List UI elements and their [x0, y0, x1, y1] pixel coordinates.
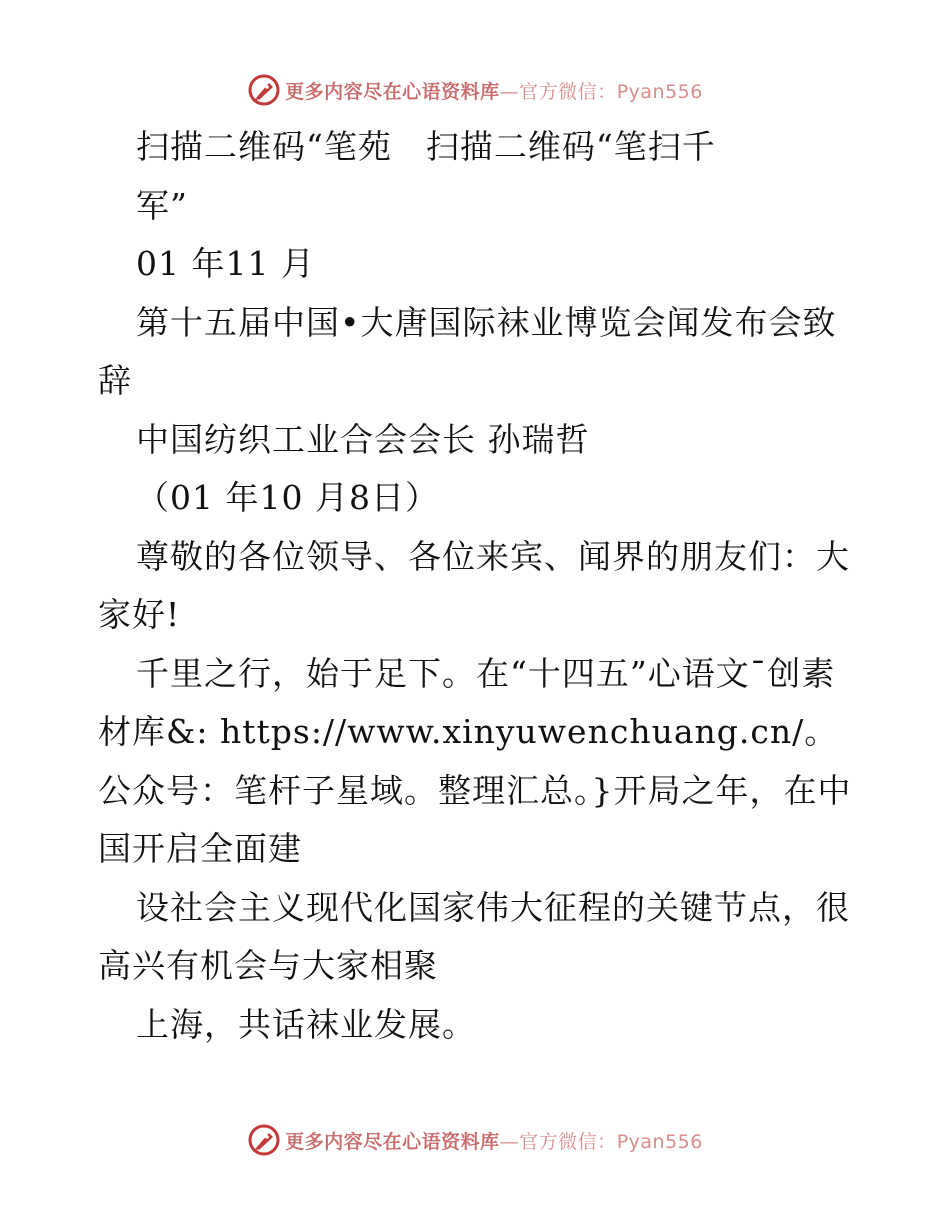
footer-watermark-label: —官方微信：	[499, 1130, 617, 1153]
header-watermark-handle: Pyan556	[616, 80, 703, 103]
footer-watermark-text	[285, 1127, 703, 1154]
footer-watermark-title: 更多内容尽在心语资料库	[285, 1130, 500, 1153]
doc-speaker: 中国纺织工业合会会长 孙瑞哲	[136, 419, 590, 459]
header-watermark-title: 更多内容尽在心语资料库	[285, 80, 500, 103]
header-watermark-text	[285, 77, 703, 104]
doc-title: 第十五届中国•大唐国际袜业博览会闻发布会致辞	[98, 302, 837, 400]
footer-watermark-handle: Pyan556	[616, 1130, 703, 1153]
doc-speech-date: （01 年10 月8日）	[136, 478, 439, 517]
header-watermark-banner	[0, 70, 950, 110]
doc-paragraph-2: 设社会主义现代化国家伟大征程的关键节点，很高兴有机会与大家相聚	[98, 887, 850, 985]
pen-nib-logo-icon	[247, 1123, 281, 1157]
doc-line-qr-2: 军”	[136, 185, 188, 225]
footer-watermark-banner	[0, 1120, 950, 1160]
document-body	[98, 118, 858, 1054]
doc-greeting: 尊敬的各位领导、各位来宾、闻界的朋友们：大家好!	[98, 536, 850, 634]
doc-line-date: 01 年11 月	[136, 244, 315, 283]
doc-paragraph-1: 千里之行，始于足下。在“十四五”心语文¯创素材库&: https://www.xinyuwenchuang.cn/。公众号：笔杆子星域。整理汇总。}开局之年，在中国开启全面建	[98, 653, 852, 868]
doc-paragraph-3: 上海，共话袜业发展。	[136, 1004, 476, 1044]
header-watermark-label: —官方微信：	[499, 80, 617, 103]
doc-line-qr-1: 扫描二维码“笔苑 扫描二维码“笔扫千	[136, 127, 716, 166]
pen-nib-logo-icon	[247, 73, 281, 107]
